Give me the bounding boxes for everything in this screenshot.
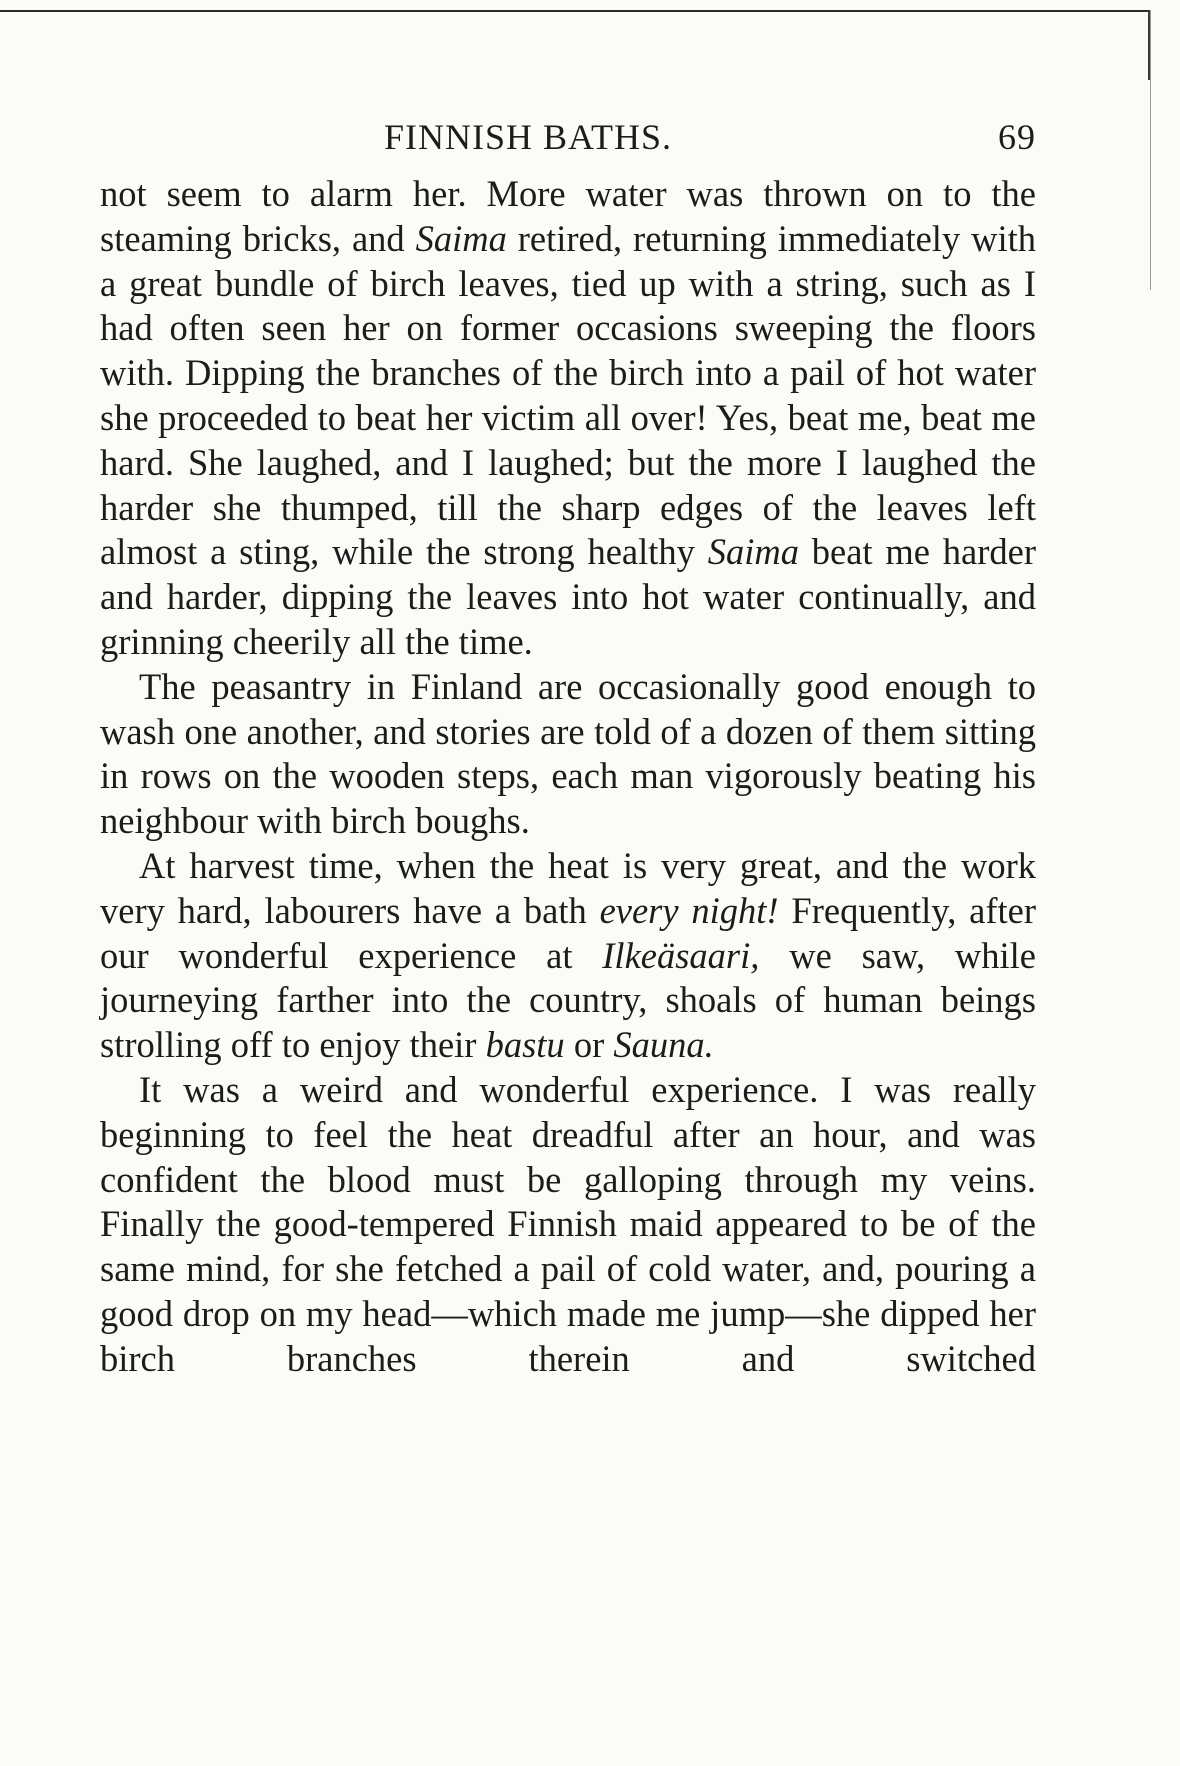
paragraph (100, 665, 1036, 844)
body-text (100, 172, 1036, 1382)
top-border-rule (0, 10, 1150, 12)
paragraph (100, 172, 1036, 665)
running-title: FINNISH BATHS. (384, 117, 673, 157)
text-run: or (564, 1024, 614, 1066)
text-run: At harvest time, when the heat is very great, and the work very hard, labourers have a bath (100, 844, 1036, 931)
text-run: Frequently, after our wonderful experience at (100, 889, 1036, 976)
italic-text: bastu (485, 1024, 565, 1066)
italic-text: Ilkeäsaari, (602, 934, 760, 976)
text-run: beat me harder and harder, dipping the leaves into hot water continually, and grinning cheerily all the time. (100, 531, 1036, 662)
text-run: not seem to alarm her. More water was thrown on to the steaming bricks, and (100, 173, 1036, 259)
paragraph (100, 844, 1036, 1068)
italic-text: Saima (707, 531, 799, 573)
paragraph (100, 1068, 1036, 1382)
text-run: we saw, while journeying farther into the country, shoals of human beings strolling off to enjoy their (100, 934, 1036, 1066)
page-number: 69 (998, 117, 1036, 157)
italic-text: every night! (599, 889, 779, 931)
right-edge-shadow (1150, 10, 1151, 290)
italic-text: Saima (415, 217, 507, 259)
text-run: It was a weird and wonderful experience. I was really beginning to feel the heat dreadful after an hour, and was confident the blood must be galloping through my veins. Finally the good-tempered Finnish maid appeared to be of the same mind, for she fetched a pail of cold water, and, pouring a good drop on my head—which made me jump—she dipped her birch branches therein and switched (100, 1068, 1036, 1379)
running-head (100, 116, 1036, 156)
text-run: The peasantry in Finland are occasionally good enough to wash one another, and stories are told of a dozen of them sitting in rows on the wooden steps, each man vigorously beating his neighbour with birch boughs. (100, 665, 1036, 842)
italic-text: Sauna. (613, 1024, 714, 1066)
text-run: retired, returning immediately with a great bundle of birch leaves, tied up with a string, such as I had often seen her on former occasions sweeping the floors with. Dipping the branches of the birch into a pail of hot water she proceeded to beat her victim all over! Yes, beat me, beat me hard. She laughed, and I laughed; but the more I laughed the harder she thumped, till the sharp edges of the leaves left almost a sting, while the strong healthy (100, 217, 1037, 573)
